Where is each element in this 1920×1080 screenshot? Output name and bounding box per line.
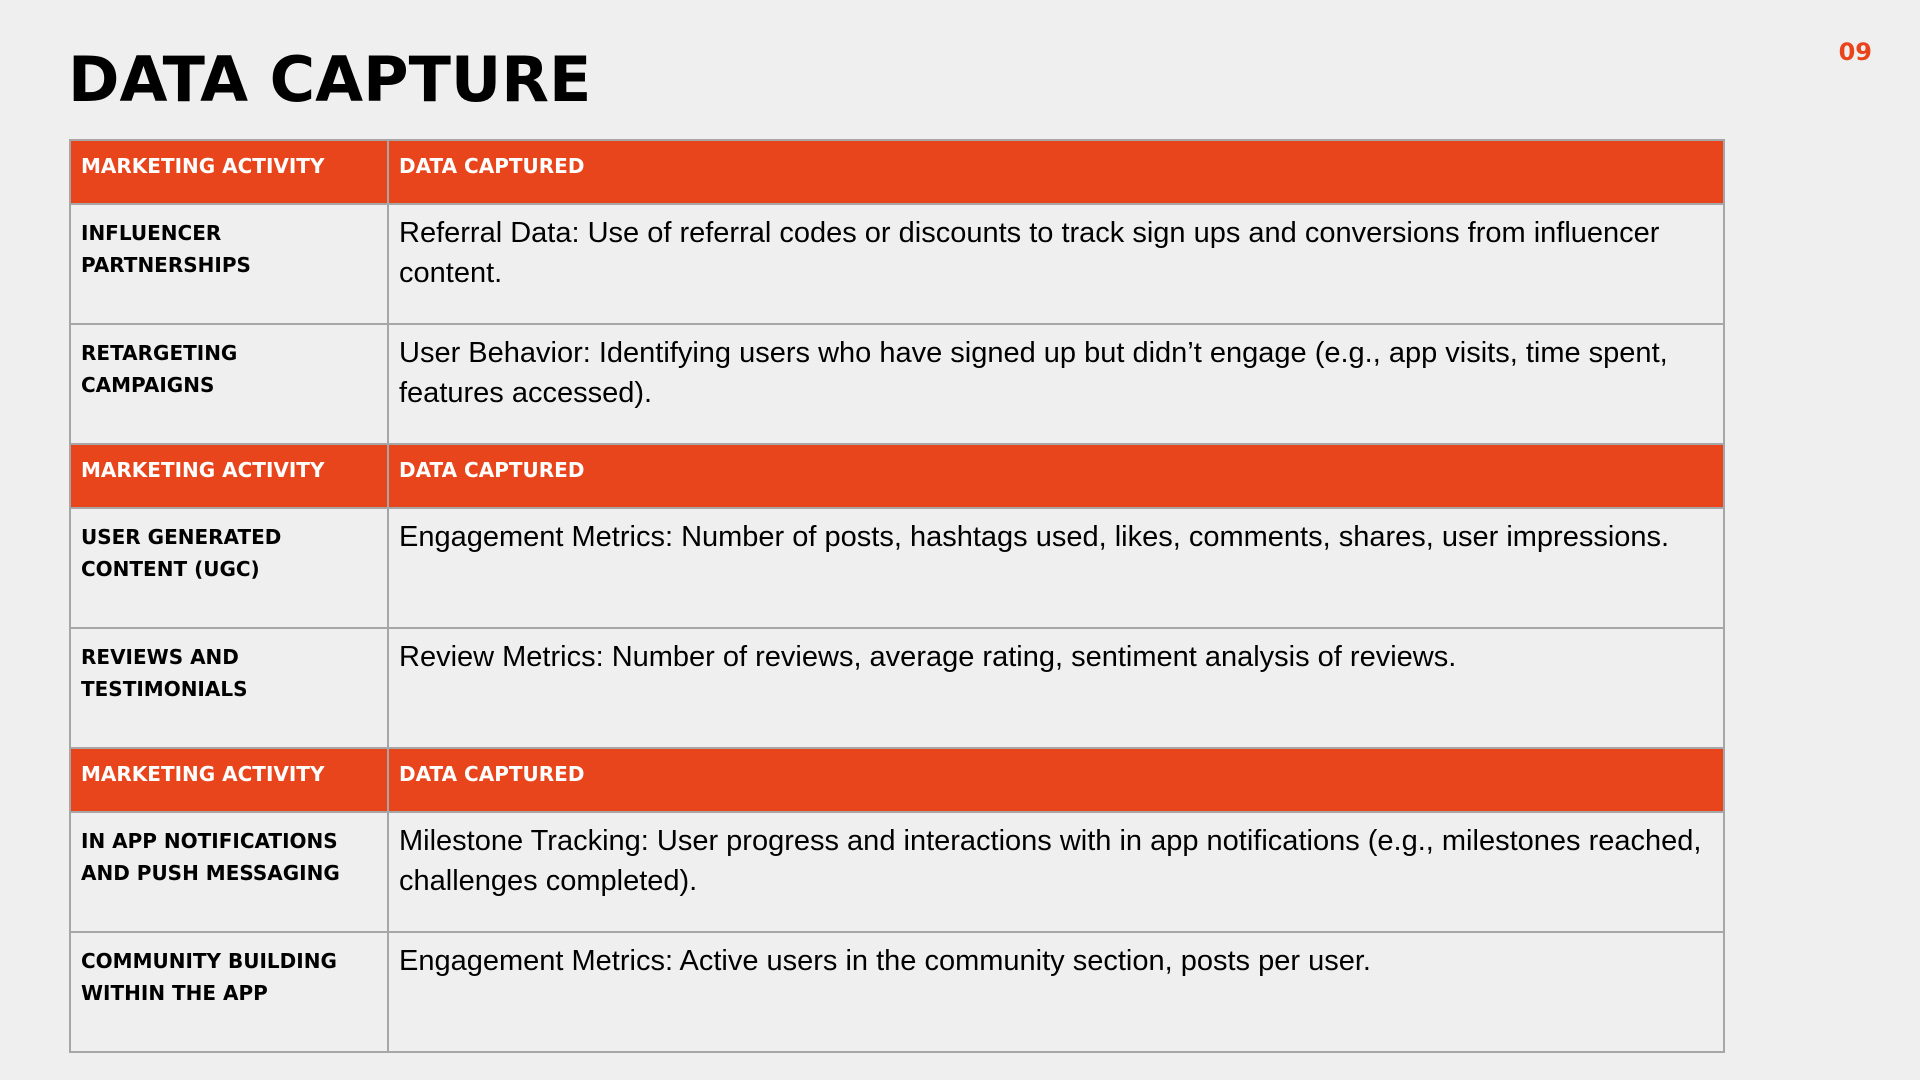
data-description: Review Metrics: Number of reviews, average rating, sentiment analysis of reviews. — [399, 641, 1457, 673]
header-data-label: DATA CAPTURED — [399, 154, 585, 178]
header-data-label: DATA CAPTURED — [399, 762, 585, 786]
activity-cell — [70, 508, 388, 628]
activity-cell — [70, 204, 388, 324]
data-description: Engagement Metrics: Number of posts, hashtags used, likes, comments, shares, user impressions. — [399, 521, 1670, 553]
header-cell-activity — [70, 748, 388, 812]
header-activity-label: MARKETING ACTIVITY — [81, 762, 325, 786]
data-cell — [388, 628, 1724, 748]
activity-label: IN APP NOTIFICATIONS AND PUSH MESSAGING — [81, 829, 340, 885]
data-description: User Behavior: Identifying users who have signed up but didn’t engage (e.g., app visits, time spent, features accessed). — [399, 337, 1668, 409]
activity-label: INFLUENCER PARTNERSHIPS — [81, 221, 251, 277]
activity-cell — [70, 812, 388, 932]
data-cell — [388, 204, 1724, 324]
header-activity-label: MARKETING ACTIVITY — [81, 154, 325, 178]
activity-cell — [70, 932, 388, 1052]
activity-cell — [70, 628, 388, 748]
data-cell — [388, 932, 1724, 1052]
table-row — [70, 324, 1724, 444]
activity-label: USER GENERATED CONTENT (UGC) — [81, 525, 282, 581]
table-row — [70, 628, 1724, 748]
header-cell-activity — [70, 140, 388, 204]
table-row — [70, 812, 1724, 932]
activity-label: COMMUNITY BUILDING WITHIN THE APP — [81, 949, 337, 1005]
header-cell-data — [388, 140, 1724, 204]
data-description: Engagement Metrics: Active users in the community section, posts per user. — [399, 945, 1371, 977]
activity-label: REVIEWS AND TESTIMONIALS — [81, 645, 248, 701]
data-description: Referral Data: Use of referral codes or discounts to track sign ups and conversions from influencer content. — [399, 217, 1660, 289]
table-row — [70, 508, 1724, 628]
slide-title: DATA CAPTURE — [68, 43, 592, 116]
header-cell-data — [388, 444, 1724, 508]
page-number: 09 — [1838, 38, 1872, 66]
activity-label: RETARGETING CAMPAIGNS — [81, 341, 238, 397]
header-cell-data — [388, 748, 1724, 812]
data-cell — [388, 324, 1724, 444]
header-activity-label: MARKETING ACTIVITY — [81, 458, 325, 482]
table-row — [70, 932, 1724, 1052]
header-cell-activity — [70, 444, 388, 508]
header-data-label: DATA CAPTURED — [399, 458, 585, 482]
table-row — [70, 204, 1724, 324]
data-cell — [388, 812, 1724, 932]
activity-cell — [70, 324, 388, 444]
table-header-row — [70, 444, 1724, 508]
data-cell — [388, 508, 1724, 628]
data-capture-table — [69, 139, 1725, 1053]
data-description: Milestone Tracking: User progress and interactions with in app notifications (e.g., milestones reached, challenges completed). — [399, 825, 1702, 897]
table-header-row — [70, 748, 1724, 812]
table-header-row — [70, 140, 1724, 204]
